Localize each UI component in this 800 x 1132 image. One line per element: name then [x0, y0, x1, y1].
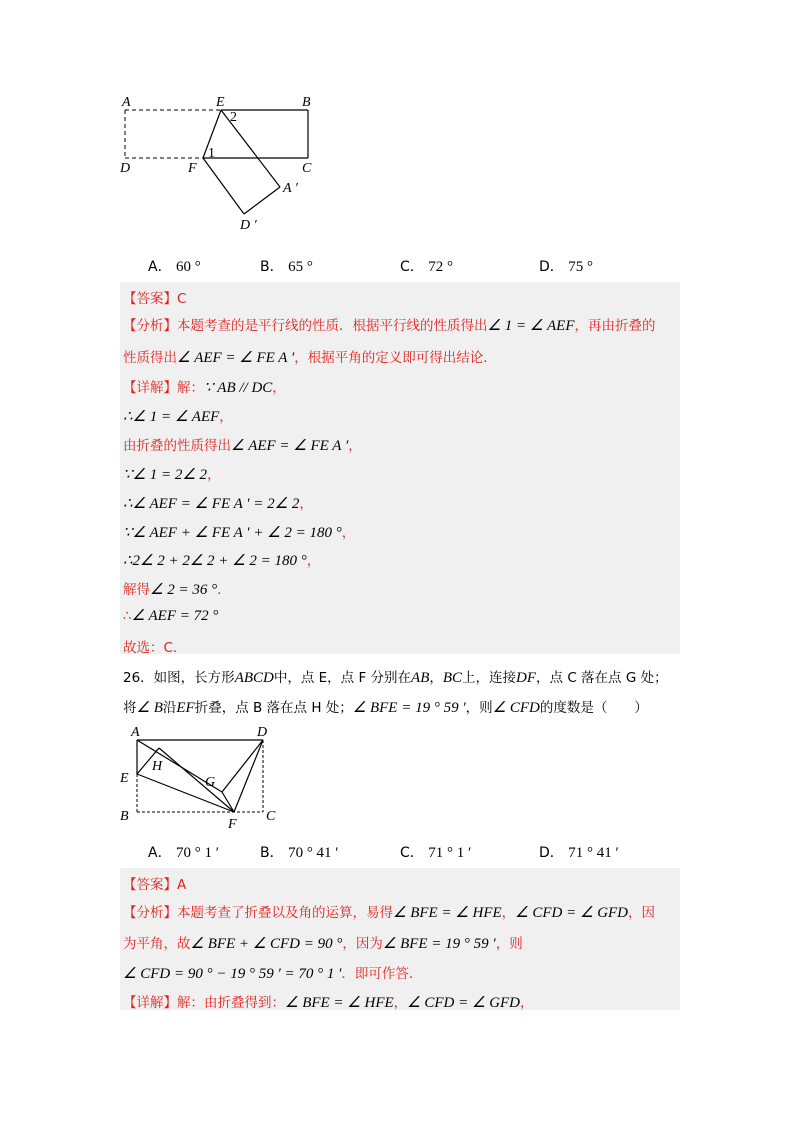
q25-detail-line-4: ∵∠ 1 = 2∠ 2， [123, 467, 221, 483]
q26-detail-line-1: 【详解】解：由折叠得到：∠ BFE = ∠ HFE，∠ CFD = ∠ GFD， [123, 995, 534, 1011]
label-A: A [131, 725, 140, 740]
q25-option-d: D． 75 ° [539, 259, 593, 275]
q25-detail-line-7: ∴2∠ 2 + 2∠ 2 + ∠ 2 = 180 °， [123, 553, 321, 569]
q26-question-line-2: 将∠ B沿EF折叠，点 B 落在点 H 处；∠ BFE = 19 ° 59 ′，则∠ CFD的度数是（ ） [123, 700, 648, 716]
q25-detail-line-5: ∴∠ AEF = ∠ FE A ′ = 2∠ 2， [123, 496, 313, 512]
label-D: D [120, 161, 131, 176]
q25-detail-line-10: 故选：C． [123, 640, 187, 656]
label-A: A [122, 95, 131, 110]
q25-detail-line-8: 解得∠ 2 = 36 °． [123, 582, 231, 598]
q25-answer: 【答案】C [123, 291, 187, 307]
label-F: F [228, 817, 237, 832]
label-C: C [302, 161, 312, 176]
label-F: F [188, 161, 197, 176]
figure-2-svg [112, 720, 292, 835]
q26-analysis-line-3: ∠ CFD = 90 ° − 19 ° 59 ′ = 70 ° 1 ′．即可作答． [123, 966, 423, 982]
label-angle-1: 1 [208, 146, 215, 161]
q26-option-c: C． 71 ° 1 ′ [400, 845, 472, 861]
label-B: B [120, 809, 129, 824]
q26-option-d: D． 71 ° 41 ′ [539, 845, 619, 861]
label-G: G [205, 775, 216, 790]
q25-option-a: A． 60 ° [148, 259, 201, 275]
label-angle-2: 2 [230, 110, 237, 125]
label-H: H [152, 759, 163, 774]
q25-detail-line-3: 由折叠的性质得出∠ AEF = ∠ FE A ′， [123, 438, 362, 454]
label-B: B [302, 95, 311, 110]
q25-analysis-line-1: 【分析】本题考查的是平行线的性质．根据平行线的性质得出∠ 1 = ∠ AEF，再由折叠的 [123, 318, 656, 334]
q25-detail-line-2: ∴∠ 1 = ∠ AEF， [123, 409, 233, 425]
q26-option-b: B． 70 ° 41 ′ [260, 845, 339, 861]
figure-folded-rectangle-1 [110, 90, 340, 240]
q26-analysis-line-1: 【分析】本题考查了折叠以及角的运算，易得∠ BFE = ∠ HFE，∠ CFD = ∠ GFD，因 [123, 905, 656, 921]
figure-1-svg [110, 90, 340, 240]
figure-folded-rectangle-2 [112, 720, 292, 835]
label-E: E [120, 771, 129, 786]
q25-option-c: C． 72 ° [400, 259, 453, 275]
label-D: D [257, 725, 268, 740]
q26-option-a: A． 70 ° 1 ′ [148, 845, 220, 861]
label-A-prime: A ′ [283, 181, 298, 196]
q26-answer: 【答案】A [123, 877, 187, 893]
q25-detail-line-9: ∴∠ AEF = 72 ° [123, 608, 219, 624]
label-D-prime: D ′ [240, 218, 257, 233]
q25-detail-line-6: ∵∠ AEF + ∠ FE A ′ + ∠ 2 = 180 °， [123, 525, 356, 541]
label-E: E [216, 95, 225, 110]
q25-option-b: B． 65 ° [260, 259, 313, 275]
label-C: C [266, 809, 276, 824]
q25-detail-line-1: 【详解】解：∵ AB // DC， [123, 380, 286, 396]
q25-analysis-line-2: 性质得出∠ AEF = ∠ FE A ′，根据平角的定义即可得出结论． [123, 350, 497, 366]
q26-analysis-line-2: 为平角，故∠ BFE + ∠ CFD = 90 °，因为∠ BFE = 19 ° 59 ′，则 [123, 936, 523, 952]
q26-question-line-1: 26．如图，长方形ABCD中，点 E，点 F 分别在AB，BC上，连接DF，点 C 落在点 G 处； [123, 670, 668, 686]
